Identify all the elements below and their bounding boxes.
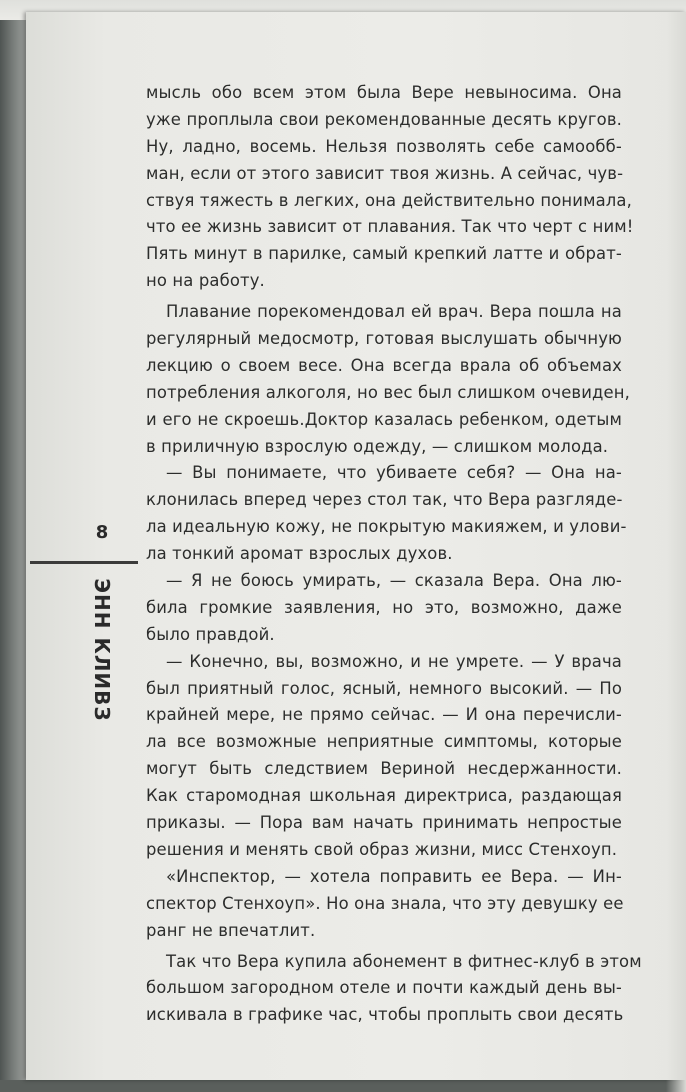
body-text bbox=[146, 80, 642, 1029]
text-line: ла идеальную кожу, не покрытую макияжем, и улови- bbox=[146, 517, 627, 537]
text-line: ствуя тяжесть в легких, она действительно понимала, bbox=[146, 190, 632, 210]
text-line: регулярный медосмотр, готовая выслушать обычную bbox=[146, 329, 622, 349]
text-line: мысль обо всем этом была Вере невыносима. Она bbox=[146, 83, 622, 102]
text-line: Ну, ладно, восемь. Нельзя позволять себе самообб- bbox=[146, 136, 622, 156]
text-line: в приличную взрослую одежду, — слишком молода. bbox=[146, 436, 609, 456]
text-line: ман, если от этого зависит твоя жизнь. А сейчас, чув- bbox=[146, 163, 624, 183]
text-line: но на работу. bbox=[146, 271, 265, 291]
text-line: Как старомодная школьная директриса, раздающая bbox=[146, 786, 622, 806]
page-edge-shadow bbox=[666, 12, 686, 1092]
text-line: было правдой. bbox=[146, 624, 275, 644]
text-line: большом загородном отеле и почти каждый день вы- bbox=[146, 978, 622, 998]
text-line: клонилась вперед через стол так, что Вера разгляде- bbox=[146, 490, 623, 510]
text-line: — Я не боюсь умирать, — сказала Вера. Она лю- bbox=[166, 571, 622, 591]
running-head-rule bbox=[30, 561, 138, 564]
text-line: «Инспектор, — хотела поправить ее Вера. — Ин- bbox=[166, 866, 622, 886]
text-line: ла тонкий аромат взрослых духов. bbox=[146, 544, 453, 564]
text-line: уже проплыла свои рекомендованные десять кругов. bbox=[146, 109, 622, 129]
text-line: могут быть следствием Вериной несдержанности. bbox=[146, 759, 622, 779]
text-line: искивала в графике час, чтобы проплыть свои десять bbox=[146, 1005, 624, 1025]
text-line: — Конечно, вы, возможно, и не умрете. — У врача bbox=[166, 651, 622, 671]
text-line: что ее жизнь зависит от плавания. Так что черт с ним! bbox=[146, 217, 634, 237]
text-line: лекцию о своем весе. Она всегда врала об объемах bbox=[146, 355, 622, 375]
page-number: 8 bbox=[95, 522, 109, 543]
text-line: потребления алкоголя, но вес был слишком очевиден, bbox=[146, 382, 630, 402]
text-line: был приятный голос, ясный, немного высокий. — По bbox=[146, 678, 622, 698]
text-line: ранг не впечатлит. bbox=[146, 920, 316, 940]
text-line: Пять минут в парилке, самый крепкий латте и обрат- bbox=[146, 244, 622, 264]
text-line: била громкие заявления, но это, возможно, даже bbox=[146, 597, 622, 617]
text-line: — Вы понимаете, что убиваете себя? — Она на- bbox=[166, 463, 622, 483]
text-line: решения и менять свой образ жизни, мисс Стенхоуп. bbox=[146, 839, 618, 859]
text-line: крайней мере, не прямо сейчас. — И она перечисли- bbox=[146, 705, 622, 725]
text-line: ла все возможные неприятные симптомы, которые bbox=[146, 732, 622, 752]
running-head-author: ЭНН КЛИВЗ bbox=[90, 578, 114, 722]
text-line: Плавание порекомендовал ей врач. Вера пошла на bbox=[166, 302, 622, 322]
text-line: Так что Вера купила абонемент в фитнес-клуб в этом bbox=[166, 951, 642, 971]
text-line: спектор Стенхоуп». Но она знала, что эту девушку ее bbox=[146, 893, 624, 913]
text-line: приказы. — Пора вам начать принимать непростые bbox=[146, 813, 622, 833]
text-line: и его не скроешь.Доктор казалась ребенком, одетым bbox=[146, 409, 622, 429]
